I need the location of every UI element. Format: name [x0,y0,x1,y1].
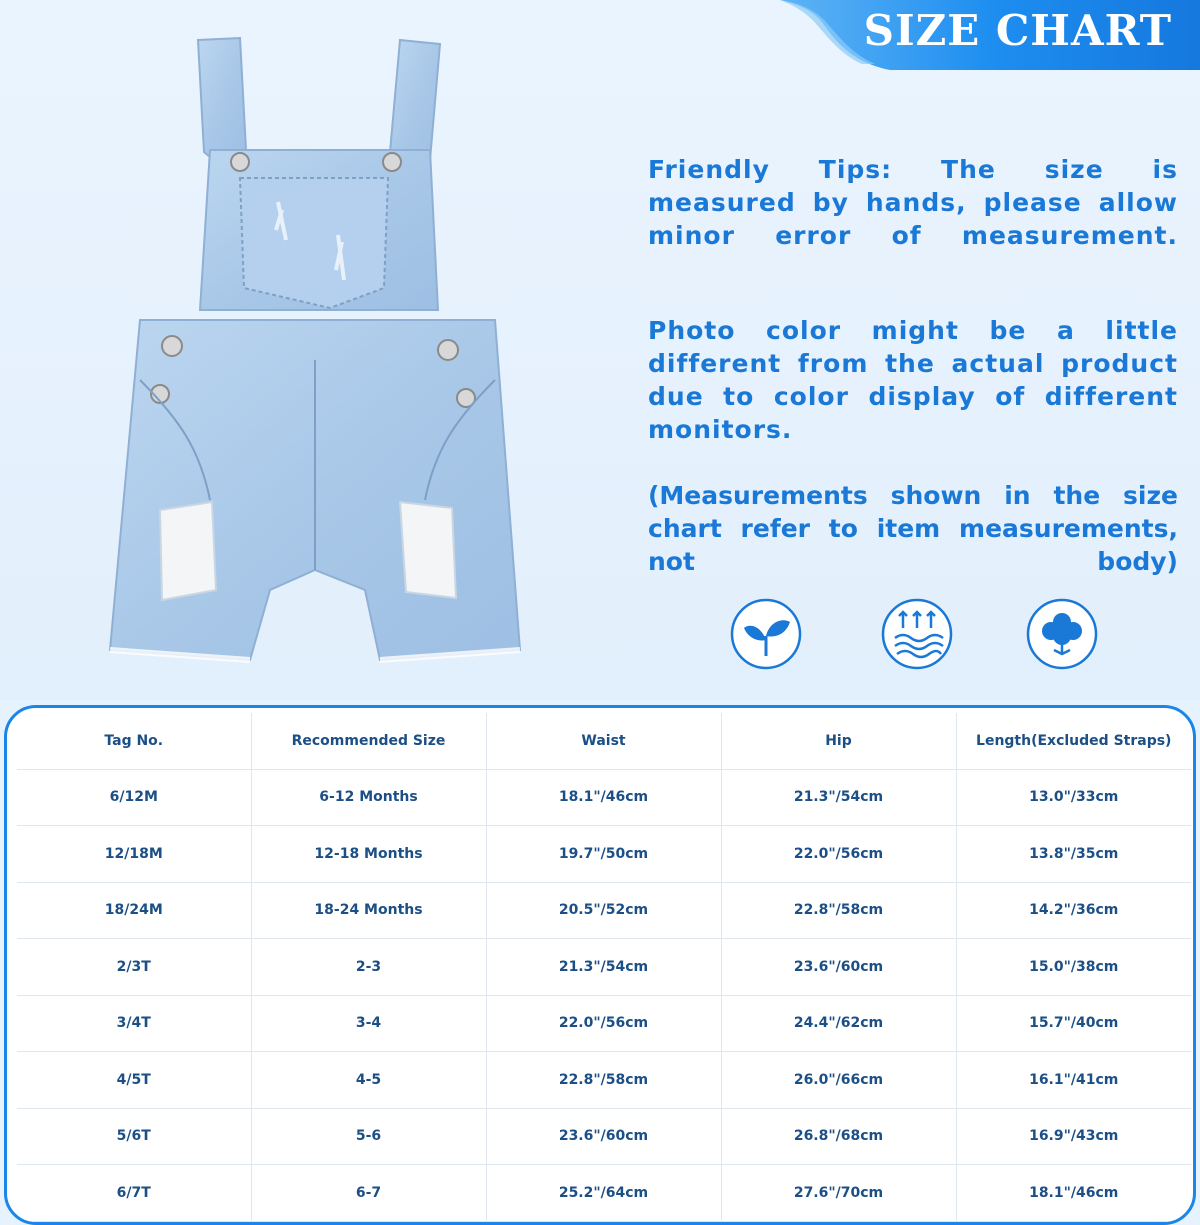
tag-no-cell: 2/3T [17,939,251,996]
recommended-size-cell: 6-12 Months [251,769,486,826]
tag-no-cell: 12/18M [17,826,251,883]
tag-no-cell: 18/24M [17,882,251,939]
length-cell: 16.1"/41cm [956,1052,1191,1109]
recommended-size-cell: 18-24 Months [251,882,486,939]
waist-cell: 22.8"/58cm [486,1052,721,1109]
table-row [17,826,1191,883]
tag-no-cell: 5/6T [17,1108,251,1165]
table-row [17,882,1191,939]
hip-cell: 26.8"/68cm [721,1108,956,1165]
recommended-size-cell: 12-18 Months [251,826,486,883]
recommended-size-cell: 4-5 [251,1052,486,1109]
overalls-image [100,30,530,670]
recommended-size-cell: 2-3 [251,939,486,996]
waist-cell: 21.3"/54cm [486,939,721,996]
hip-cell: 27.6"/70cm [721,1165,956,1222]
tag-no-cell: 6/7T [17,1165,251,1222]
tag-no-cell: 4/5T [17,1052,251,1109]
size-chart-title: SIZE CHART [863,6,1172,55]
length-cell: 18.1"/46cm [956,1165,1191,1222]
column-header-recommended-size: Recommended Size [251,713,486,769]
size-table [17,713,1191,1222]
table-row [17,769,1191,826]
length-cell: 15.0"/38cm [956,939,1191,996]
table-header-row [17,713,1191,769]
column-header-waist: Waist [486,713,721,769]
waist-cell: 18.1"/46cm [486,769,721,826]
length-cell: 13.0"/33cm [956,769,1191,826]
waist-cell: 20.5"/52cm [486,882,721,939]
column-header-tag-no: Tag No. [17,713,251,769]
hip-cell: 22.8"/58cm [721,882,956,939]
waist-cell: 19.7"/50cm [486,826,721,883]
table-row [17,939,1191,996]
length-cell: 16.9"/43cm [956,1108,1191,1165]
column-header-hip: Hip [721,713,956,769]
table-row [17,1052,1191,1109]
column-header-length: Length(Excluded Straps) [956,713,1191,769]
cotton-icon [1026,598,1098,670]
leaf-icon [730,598,802,670]
tag-no-cell: 6/12M [17,769,251,826]
recommended-size-cell: 5-6 [251,1108,486,1165]
table-row [17,1165,1191,1222]
recommended-size-cell: 6-7 [251,1165,486,1222]
length-cell: 15.7"/40cm [956,995,1191,1052]
hip-cell: 24.4"/62cm [721,995,956,1052]
photo-color-note: Photo color might be a little different from the actual product due to color display of different monitors. [648,316,1178,444]
waist-cell: 22.0"/56cm [486,995,721,1052]
hip-cell: 23.6"/60cm [721,939,956,996]
friendly-tips-text: Friendly Tips: The size is measured by hands, please allow minor error of measurement. [648,155,1178,250]
waist-cell: 25.2"/64cm [486,1165,721,1222]
length-cell: 14.2"/36cm [956,882,1191,939]
table-row [17,1108,1191,1165]
table-row [17,995,1191,1052]
breathable-icon [881,598,953,670]
measurement-note: (Measurements shown in the size chart refer to item measurements, not body) [648,481,1178,576]
hip-cell: 21.3"/54cm [721,769,956,826]
recommended-size-cell: 3-4 [251,995,486,1052]
hip-cell: 26.0"/66cm [721,1052,956,1109]
hip-cell: 22.0"/56cm [721,826,956,883]
tag-no-cell: 3/4T [17,995,251,1052]
waist-cell: 23.6"/60cm [486,1108,721,1165]
length-cell: 13.8"/35cm [956,826,1191,883]
size-table-card [4,705,1196,1225]
